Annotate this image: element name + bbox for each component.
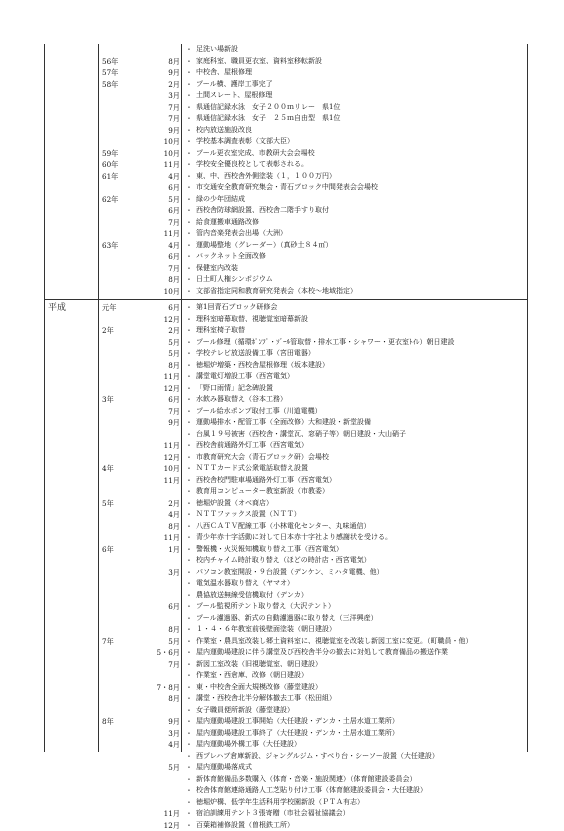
event-text: 理科室椅子取替 — [196, 325, 526, 337]
bullet-dot: ・ — [184, 751, 194, 763]
year-cell — [102, 682, 134, 694]
year-cell — [102, 532, 134, 544]
bullet-dot: ・ — [184, 429, 194, 441]
year-cell: 2年 — [102, 325, 134, 337]
table-border-right — [527, 44, 528, 752]
year-cell: 5年 — [102, 498, 134, 510]
bullet-dot: ・ — [184, 762, 194, 774]
month-cell — [138, 670, 180, 682]
event-text: プール横、護岸工事完了 — [196, 79, 526, 91]
bullet-dot: ・ — [184, 56, 194, 68]
bullet-dot: ・ — [184, 544, 194, 556]
year-cell: 63年 — [102, 240, 134, 252]
bullet-dot: ・ — [184, 820, 194, 831]
year-cell: 元年 — [102, 302, 134, 314]
event-text: ＮＴＴカード式公衆電話取替え設置 — [196, 463, 526, 475]
month-cell: 5月 — [138, 348, 180, 360]
year-cell — [102, 136, 134, 148]
bullet-dot: ・ — [184, 509, 194, 521]
year-cell — [102, 371, 134, 383]
month-cell: 11月 — [138, 440, 180, 452]
month-cell: 11月 — [138, 808, 180, 820]
bullet-dot: ・ — [184, 205, 194, 217]
bullet-dot: ・ — [184, 774, 194, 786]
event-text: 学校テレビ放送設備工事（宮田電器） — [196, 348, 526, 360]
month-cell — [138, 613, 180, 625]
year-cell — [102, 113, 134, 125]
year-cell — [102, 762, 134, 774]
month-cell: 5月 — [138, 762, 180, 774]
month-cell: 2月 — [138, 325, 180, 337]
bullet-dot: ・ — [184, 302, 194, 314]
year-cell — [102, 383, 134, 395]
event-text: 保健室内改装 — [196, 263, 526, 275]
month-cell: 10月 — [138, 136, 180, 148]
month-cell: 3月 — [138, 90, 180, 102]
year-cell — [102, 797, 134, 809]
year-cell — [102, 360, 134, 372]
event-text: 台風１９号被害（西校舎・講堂瓦、窓硝子等）朝日建設・大山硝子 — [196, 429, 526, 441]
event-text: １・４・６年教室前後壁面塗装（朝日建設） — [196, 624, 526, 636]
month-cell: 9月 — [138, 67, 180, 79]
event-text: 市交通安全教育研究集会・青石ブロック中間発表会会場校 — [196, 182, 526, 194]
bullet-dot: ・ — [184, 251, 194, 263]
event-text: 電気温水器取り替え（ヤマオ） — [196, 578, 526, 590]
month-cell: 11月 — [138, 475, 180, 487]
event-text: 県通信記録水泳 女子２００ｍリレー 県1位 — [196, 102, 526, 114]
month-cell: 5月 — [138, 194, 180, 206]
era-label: 平成 — [48, 303, 66, 314]
event-text: 講堂・西校舎北半分解体撤去工事（松田組） — [196, 693, 526, 705]
bullet-dot: ・ — [184, 325, 194, 337]
year-cell: 59年 — [102, 148, 134, 160]
event-text: 徳堀炉設置（オベ商店） — [196, 498, 526, 510]
bullet-dot: ・ — [184, 217, 194, 229]
event-text: 徳堀炉増築・西校舎屋根修理（坂本建設） — [196, 360, 526, 372]
month-cell — [138, 555, 180, 567]
bullet-dot: ・ — [184, 67, 194, 79]
year-cell — [102, 228, 134, 240]
year-cell — [102, 808, 134, 820]
event-text: 県通信記録水泳 女子 ２５ｍ自由型 県1位 — [196, 113, 526, 125]
month-cell: 8月 — [138, 521, 180, 533]
year-cell: 6年 — [102, 544, 134, 556]
year-cell — [102, 647, 134, 659]
bullet-dot: ・ — [184, 360, 194, 372]
year-cell: 58年 — [102, 79, 134, 91]
month-cell: 8月 — [138, 274, 180, 286]
bullet-dot: ・ — [184, 797, 194, 809]
history-table — [44, 44, 528, 752]
bullet-dot: ・ — [184, 228, 194, 240]
year-cell — [102, 452, 134, 464]
year-cell: 7年 — [102, 636, 134, 648]
month-cell: 6月 — [138, 251, 180, 263]
bullet-dot: ・ — [184, 406, 194, 418]
month-cell: 4月 — [138, 739, 180, 751]
event-text: 運動場整地（グレーダー）（真砂土８４㎥） — [196, 240, 526, 252]
month-cell: 7月 — [138, 406, 180, 418]
month-cell: 5月 — [138, 636, 180, 648]
bullet-dot: ・ — [184, 659, 194, 671]
year-cell — [102, 785, 134, 797]
bullet-dot: ・ — [184, 521, 194, 533]
event-text: 西校舎前通路外灯工事（西宮電気） — [196, 440, 526, 452]
event-text: 徳堀炉構、低学年生活科用学校園新設（ＰＴＡ有志） — [196, 797, 526, 809]
bullet-dot: ・ — [184, 808, 194, 820]
bullet-dot: ・ — [184, 682, 194, 694]
year-cell — [102, 182, 134, 194]
bullet-dot: ・ — [184, 337, 194, 349]
bullet-dot: ・ — [184, 647, 194, 659]
year-cell: 61年 — [102, 171, 134, 183]
event-text: 作業室・農具室改装し郷土資料室に、視聴覚室を改装し新図工室に変更。（町職員・他） — [196, 636, 526, 648]
event-text: 百葉箱補修設置（曽根鉄工所） — [196, 820, 526, 831]
event-text: 足洗い場新設 — [196, 44, 526, 56]
event-text: 学校基本調査表彰（文部大臣） — [196, 136, 526, 148]
event-text: 宿泊訓練用テント３張寄贈（市社会福祉協議会） — [196, 808, 526, 820]
event-text: プール更衣室完成、市教研大会会場校 — [196, 148, 526, 160]
month-cell: 9月 — [138, 716, 180, 728]
bullet-dot: ・ — [184, 263, 194, 275]
bullet-dot: ・ — [184, 148, 194, 160]
year-cell — [102, 406, 134, 418]
event-text: 屋内運動場外構工事（大任建設） — [196, 739, 526, 751]
year-cell — [102, 205, 134, 217]
year-cell — [102, 567, 134, 579]
bullet-dot: ・ — [184, 440, 194, 452]
bullet-dot: ・ — [184, 693, 194, 705]
month-cell: 10月 — [138, 286, 180, 298]
era-separator — [44, 299, 528, 300]
bullet-dot: ・ — [184, 486, 194, 498]
event-text: プール給水ポンプ取付工事（川道電機） — [196, 406, 526, 418]
bullet-dot: ・ — [184, 274, 194, 286]
month-cell: 8月 — [138, 360, 180, 372]
event-text: 八西ＣＡＴＶ配線工事（小林電化センター、丸味通信） — [196, 521, 526, 533]
bullet-dot: ・ — [184, 348, 194, 360]
event-text: 中校舎、屋根修理 — [196, 67, 526, 79]
event-text: 屋内運動場建設工事開始（大任建設・デンカ・土居水道工業所） — [196, 716, 526, 728]
event-text: 給食運搬車通路改修 — [196, 217, 526, 229]
year-cell — [102, 751, 134, 763]
month-cell: 7月 — [138, 217, 180, 229]
year-cell — [102, 348, 134, 360]
event-text: バックネット全面改修 — [196, 251, 526, 263]
event-text: 第1回青石ブロック研修会 — [196, 302, 526, 314]
month-cell: 8月 — [138, 693, 180, 705]
event-text: パソコン教室開設・９台設置（デンケン、ミハタ電機、他） — [196, 567, 526, 579]
year-cell — [102, 693, 134, 705]
bullet-dot: ・ — [184, 240, 194, 252]
event-text: 西校舎校門駐車場通路外灯工事（西宮電気） — [196, 475, 526, 487]
year-cell: 8年 — [102, 716, 134, 728]
month-cell: 11月 — [138, 532, 180, 544]
bullet-dot: ・ — [184, 716, 194, 728]
month-cell: 11月 — [138, 371, 180, 383]
event-text: 講堂電灯増設工事（西宮電気） — [196, 371, 526, 383]
bullet-dot: ・ — [184, 785, 194, 797]
year-cell — [102, 601, 134, 613]
bullet-dot: ・ — [184, 44, 194, 56]
year-cell — [102, 728, 134, 740]
event-text: ＮＴＴファックス設置（ＮＴＴ） — [196, 509, 526, 521]
month-cell: 10月 — [138, 463, 180, 475]
event-text: 校内放送施設改良 — [196, 125, 526, 137]
year-cell — [102, 44, 134, 56]
event-text: 校内チャイム時計取り替え（ほどの時計店・西宮電気） — [196, 555, 526, 567]
year-cell — [102, 578, 134, 590]
month-cell: 7月 — [138, 263, 180, 275]
month-cell — [138, 705, 180, 717]
year-cell: 60年 — [102, 159, 134, 171]
month-cell — [138, 797, 180, 809]
month-cell: 1月 — [138, 544, 180, 556]
year-cell — [102, 624, 134, 636]
event-text: 屋内運動場落成式 — [196, 762, 526, 774]
bullet-dot: ・ — [184, 624, 194, 636]
event-text: 土間スレート、屋根修理 — [196, 90, 526, 102]
year-cell — [102, 486, 134, 498]
year-cell — [102, 417, 134, 429]
year-cell: 62年 — [102, 194, 134, 206]
event-text: 学校安全優良校として表彰される。 — [196, 159, 526, 171]
bullet-dot: ・ — [184, 705, 194, 717]
year-cell — [102, 774, 134, 786]
month-cell: 6月 — [138, 182, 180, 194]
bullet-dot: ・ — [184, 532, 194, 544]
year-cell — [102, 555, 134, 567]
event-text: 東・中校舎全面大規模改修（藤堂建設） — [196, 682, 526, 694]
month-cell: 7月 — [138, 102, 180, 114]
bullet-dot: ・ — [184, 601, 194, 613]
year-cell: 4年 — [102, 463, 134, 475]
month-cell: 8月 — [138, 56, 180, 68]
month-cell — [138, 774, 180, 786]
event-text: 屋内運動場建設工事終了（大任建設・デンカ・土居水道工業所） — [196, 728, 526, 740]
month-cell: 10月 — [138, 148, 180, 160]
bullet-dot: ・ — [184, 136, 194, 148]
event-text: 青少年赤十字活動に対して日本赤十字社より感謝状を受ける。 — [196, 532, 526, 544]
event-text: 教育用コンピューター教室新設（市教委） — [196, 486, 526, 498]
year-cell — [102, 613, 134, 625]
event-text: 理科室暗幕取替、視聴覚室暗幕新設 — [196, 314, 526, 326]
month-cell — [138, 785, 180, 797]
month-cell — [138, 44, 180, 56]
month-cell: 12月 — [138, 383, 180, 395]
bullet-dot: ・ — [184, 194, 194, 206]
event-text: プール濾過器、新式の自動濾過器に取り替え（三洋興産） — [196, 613, 526, 625]
bullet-dot: ・ — [184, 555, 194, 567]
event-text: 校舎体育館連絡通路人工芝貼り付け工事（体育館建設委員会・大任建設） — [196, 785, 526, 797]
bullet-dot: ・ — [184, 79, 194, 91]
bullet-dot: ・ — [184, 383, 194, 395]
month-cell: 4月 — [138, 171, 180, 183]
bullet-dot: ・ — [184, 475, 194, 487]
month-cell: 9月 — [138, 417, 180, 429]
month-cell: 11月 — [138, 159, 180, 171]
bullet-dot: ・ — [184, 102, 194, 114]
year-cell: 56年 — [102, 56, 134, 68]
month-cell: 5月 — [138, 337, 180, 349]
year-cell — [102, 475, 134, 487]
month-cell: 12月 — [138, 820, 180, 831]
event-text: 警報機・火災報知機取り替え工事（西宮電気） — [196, 544, 526, 556]
year-cell: 57年 — [102, 67, 134, 79]
event-text: 文部省指定同和教育研究発表会（本校～地域指定） — [196, 286, 526, 298]
year-cell — [102, 217, 134, 229]
month-cell: 5・6月 — [138, 647, 180, 659]
event-text: プール修理（循環ﾎﾟﾝﾌﾟ・ｿﾞｰﾙ管取替・排水工事・シャワー・更衣室ﾄｲﾚ）朝日建設 — [196, 337, 526, 349]
event-text: 女子職員便所新設（藤堂建設） — [196, 705, 526, 717]
year-cell — [102, 739, 134, 751]
month-cell: 11月 — [138, 228, 180, 240]
event-text: 東、中、西校舎外側塗装（１，１００万円） — [196, 171, 526, 183]
event-text: 家庭科室、職員更衣室、資料室移転新設 — [196, 56, 526, 68]
year-cell — [102, 440, 134, 452]
month-cell: 7月 — [138, 113, 180, 125]
table-border-left — [44, 44, 45, 752]
month-cell: 7・8月 — [138, 682, 180, 694]
month-cell: 7月 — [138, 659, 180, 671]
event-text: 新図工室改装（旧視聴覚室、朝日建設） — [196, 659, 526, 671]
event-text: 管内音楽発表会出場（大洲） — [196, 228, 526, 240]
era-column-divider — [98, 44, 99, 752]
event-text: 水飲み器取替え（谷本工務） — [196, 394, 526, 406]
bullet-dot: ・ — [184, 452, 194, 464]
month-cell: 3月 — [138, 567, 180, 579]
bullet-dot: ・ — [184, 590, 194, 602]
month-cell: 8月 — [138, 624, 180, 636]
bullet-dot: ・ — [184, 417, 194, 429]
month-cell — [138, 751, 180, 763]
bullet-dot: ・ — [184, 125, 194, 137]
month-cell: 4月 — [138, 240, 180, 252]
bullet-dot: ・ — [184, 728, 194, 740]
year-cell — [102, 820, 134, 831]
month-cell — [138, 590, 180, 602]
year-cell — [102, 659, 134, 671]
bullet-dot: ・ — [184, 670, 194, 682]
month-cell: 6月 — [138, 205, 180, 217]
month-cell: 12月 — [138, 314, 180, 326]
year-cell — [102, 286, 134, 298]
year-cell — [102, 90, 134, 102]
year-cell — [102, 125, 134, 137]
month-cell: 6月 — [138, 302, 180, 314]
month-cell: 12月 — [138, 452, 180, 464]
bullet-dot: ・ — [184, 314, 194, 326]
event-text: 「野口雨情」記念碑設置 — [196, 383, 526, 395]
year-cell — [102, 251, 134, 263]
year-cell — [102, 337, 134, 349]
month-cell — [138, 486, 180, 498]
year-cell — [102, 429, 134, 441]
year-cell — [102, 509, 134, 521]
year-cell — [102, 102, 134, 114]
bullet-dot: ・ — [184, 182, 194, 194]
year-cell — [102, 521, 134, 533]
month-column-divider — [181, 44, 182, 752]
month-cell — [138, 429, 180, 441]
bullet-dot: ・ — [184, 498, 194, 510]
event-text: 屋内運動場建設に伴う講堂及び西校舎半分の撤去に対処して教育備品の搬送作業 — [196, 647, 526, 659]
bullet-dot: ・ — [184, 171, 194, 183]
bullet-dot: ・ — [184, 739, 194, 751]
month-cell — [138, 578, 180, 590]
bullet-dot: ・ — [184, 578, 194, 590]
bullet-dot: ・ — [184, 636, 194, 648]
month-cell: 6月 — [138, 601, 180, 613]
year-cell — [102, 705, 134, 717]
month-cell: 3月 — [138, 728, 180, 740]
event-text: 日土町人権シンポジウム — [196, 274, 526, 286]
event-text: 運動場排水・配管工事（全面改修）大和建設・新堂設備 — [196, 417, 526, 429]
month-cell: 4月 — [138, 509, 180, 521]
bullet-dot: ・ — [184, 567, 194, 579]
bullet-dot: ・ — [184, 113, 194, 125]
event-text: 農協放送無線受信機取付（デンカ） — [196, 590, 526, 602]
bullet-dot: ・ — [184, 371, 194, 383]
bullet-dot: ・ — [184, 286, 194, 298]
bullet-dot: ・ — [184, 394, 194, 406]
event-text: 緑の少年団結成 — [196, 194, 526, 206]
event-text: 新体育館備品多数購入（体育・音楽・施設関連）（体育館建設委員会） — [196, 774, 526, 786]
event-text: 作業室・西倉庫、改修（朝日建設） — [196, 670, 526, 682]
bullet-dot: ・ — [184, 463, 194, 475]
year-cell — [102, 670, 134, 682]
event-text: 西校舎防球網設置、西校舎二階手すり取付 — [196, 205, 526, 217]
month-cell: 2月 — [138, 498, 180, 510]
year-cell — [102, 263, 134, 275]
event-text: 市教育研究大会（青石ブロック研）会場校 — [196, 452, 526, 464]
year-cell: 3年 — [102, 394, 134, 406]
bullet-dot: ・ — [184, 613, 194, 625]
year-cell — [102, 314, 134, 326]
month-cell: 6月 — [138, 394, 180, 406]
month-cell: 9月 — [138, 125, 180, 137]
year-cell — [102, 590, 134, 602]
bullet-dot: ・ — [184, 159, 194, 171]
bullet-dot: ・ — [184, 90, 194, 102]
year-cell — [102, 274, 134, 286]
event-text: 西プレハブ倉庫新設、ジャングルジム・すべり台・シーソー設置（大任建設） — [196, 751, 526, 763]
month-cell: 2月 — [138, 79, 180, 91]
event-text: プール監視所テント取り替え（大沢テント） — [196, 601, 526, 613]
